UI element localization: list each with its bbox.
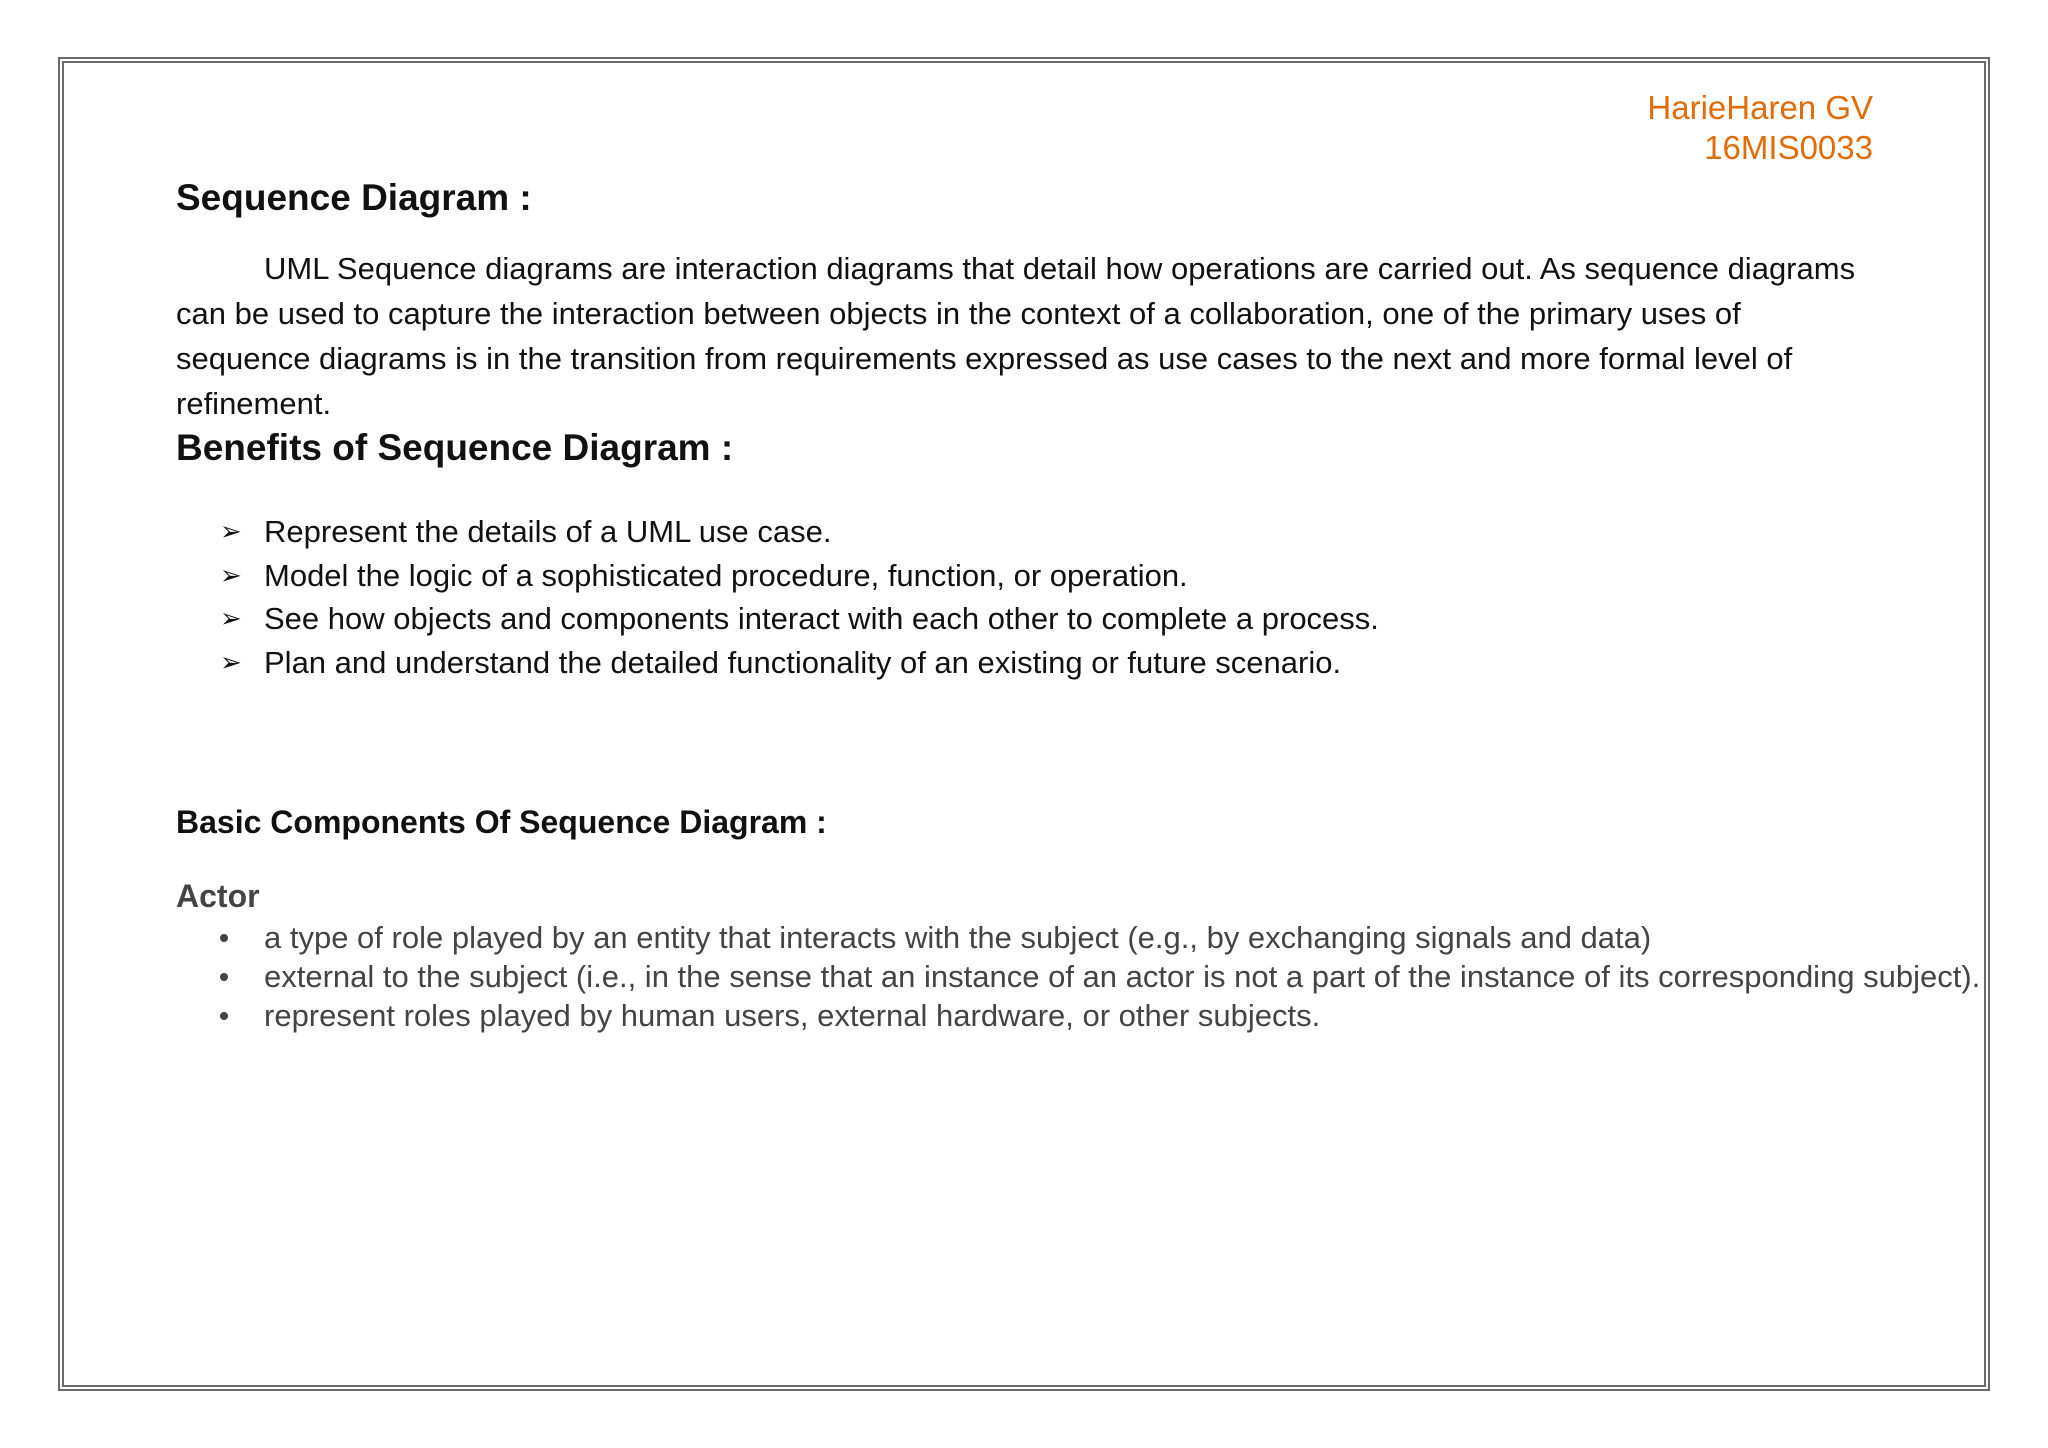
arrow-bullet-icon: ➢ — [220, 603, 242, 633]
benefits-heading: Benefits of Sequence Diagram : — [176, 427, 734, 468]
dot-bullet-icon — [220, 934, 228, 942]
arrow-bullet-icon: ➢ — [220, 559, 242, 590]
basic-components-heading: Basic Components Of Sequence Diagram : — [176, 804, 827, 840]
intro-paragraph — [176, 246, 1881, 426]
document-body — [176, 176, 1981, 1035]
list-item: represent roles played by human users, external hardware, or other subjects. — [176, 996, 2004, 1035]
dot-bullet-icon — [220, 973, 228, 981]
dot-bullet-icon — [220, 1012, 228, 1020]
arrow-bullet-icon: ➢ — [220, 516, 242, 546]
author-id: 16MIS0033 — [1704, 129, 1873, 166]
list-item: ➢ Represent the details of a UML use case. — [176, 510, 1876, 554]
actor-list — [176, 918, 1981, 1035]
author-block — [1647, 88, 1873, 168]
sequence-diagram-heading: Sequence Diagram : — [176, 177, 532, 218]
intro-paragraph-text: UML Sequence diagrams are interaction diagrams that detail how operations are carried out. As sequence diagrams can be used to capture the interaction between objects in the context of a collaboration, one of the primary uses of sequence diagrams is in the transition from requirements expressed as use cases to the next and more formal level of refinement. — [176, 251, 1856, 421]
actor-heading: Actor — [176, 878, 260, 914]
list-item: ➢ See how objects and components interact with each other to complete a process. — [176, 597, 1876, 641]
author-name: HarieHaren GV — [1647, 89, 1873, 126]
arrow-bullet-icon: ➢ — [220, 646, 242, 677]
benefits-list — [176, 510, 1876, 684]
list-item: ➢ Model the logic of a sophisticated procedure, function, or operation. — [176, 554, 1876, 598]
list-item: external to the subject (i.e., in the sense that an instance of an actor is not a part of the instance of its corresponding subject). — [176, 957, 2004, 996]
list-item: ➢ Plan and understand the detailed functionality of an existing or future scenario. — [176, 641, 1876, 685]
list-item: a type of role played by an entity that interacts with the subject (e.g., by exchanging signals and data) — [176, 918, 2004, 957]
